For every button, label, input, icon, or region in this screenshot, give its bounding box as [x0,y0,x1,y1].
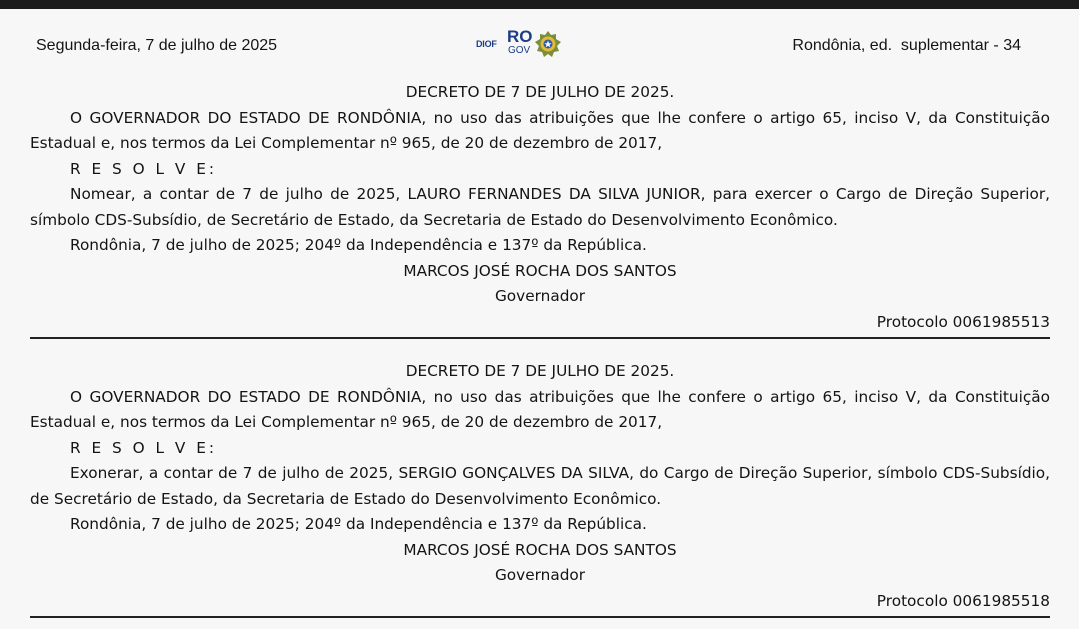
state-emblem-icon [534,30,562,58]
decree-closing: Rondônia, 7 de julho de 2025; 204º da Independência e 137º da República. [70,515,647,533]
decree-exoneration [30,359,1050,618]
header-date: Segunda-feira, 7 de julho de 2025 [36,37,278,54]
decree-signatory: MARCOS JOSÉ ROCHA DOS SANTOS [403,540,677,559]
diof-ro-gov-logo [476,28,572,64]
decree-closing: Rondônia, 7 de julho de 2025; 204º da Independência e 137º da República. [70,236,647,254]
top-dark-bar [0,0,1079,9]
decree-resolve: R E S O L V E: [70,438,218,457]
decree-role: Governador [494,566,586,584]
decree-signatory: MARCOS JOSÉ ROCHA DOS SANTOS [403,261,677,280]
gazette-header [0,28,1079,64]
logo-diof-text: DIOF [476,39,497,49]
decree-preamble: O GOVERNADOR DO ESTADO DE RONDÔNIA, no uso das atribuições que lhe confere o artigo 65, inciso V, da Constituição Estadual e, nos termos da Lei Complementar nº 965, de 20 de dezembro de 2017, [30,108,1050,152]
header-edition: Rondônia, ed. suplementar - 34 [792,37,1021,54]
decree-body: Exonerar, a contar de 7 de julho de 2025, SERGIO GONÇALVES DA SILVA, do Cargo de Direção Superior, símbolo CDS-Subsídio, de Secretário de Estado, da Secretaria de Estado do Desenvolvimento Econômico. [30,464,1050,508]
section-divider [30,337,1050,339]
decree-preamble: O GOVERNADOR DO ESTADO DE RONDÔNIA, no uso das atribuições que lhe confere o artigo 65, inciso V, da Constituição Estadual e, nos termos da Lei Complementar nº 965, de 20 de dezembro de 2017, [30,387,1050,431]
decree-nomination [30,80,1050,339]
decree-resolve: R E S O L V E: [70,159,218,178]
logo-ro-text: RO [507,27,533,46]
decree-protocol: Protocolo 0061985513 [876,312,1050,331]
decree-title: DECRETO DE 7 DE JULHO DE 2025. [405,362,675,380]
decree-body: Nomear, a contar de 7 de julho de 2025, LAURO FERNANDES DA SILVA JUNIOR, para exercer o Cargo de Direção Superior, símbolo CDS-Subsídio, de Secretário de Estado, da Secretaria de Estado do Desenvolvimento Econômico. [30,185,1050,229]
decree-title: DECRETO DE 7 DE JULHO DE 2025. [405,83,675,101]
logo-gov-text: GOV [508,45,531,56]
section-divider [30,616,1050,618]
decree-protocol: Protocolo 0061985518 [876,591,1050,610]
decree-role: Governador [494,287,586,305]
